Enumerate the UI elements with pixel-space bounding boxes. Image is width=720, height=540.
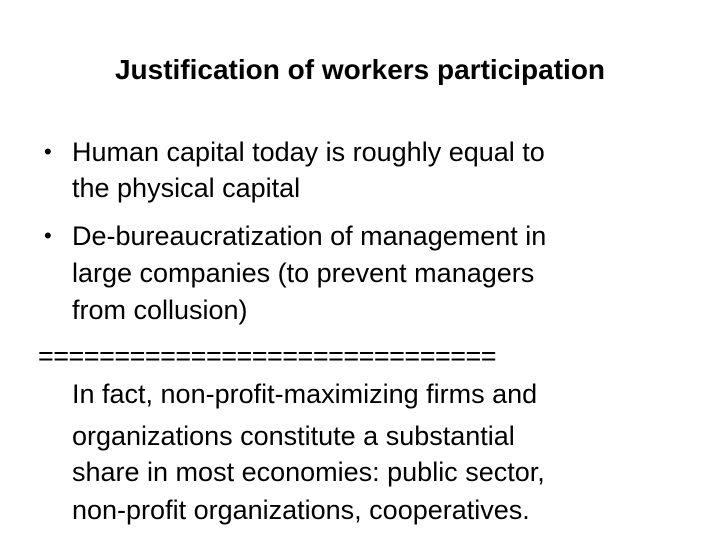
slide-title: Justification of workers participation [114, 54, 606, 85]
bullet-text-line: large companies (to prevent managers [72, 258, 535, 288]
paragraph-line: In fact, non-profit-maximizing firms and [72, 379, 538, 409]
bullet-marker: • [44, 139, 52, 164]
paragraph-line: organizations constitute a substantial [72, 421, 515, 451]
paragraph-line: non-profit organizations, cooperatives. [72, 495, 530, 525]
bullet-text-line: from collusion) [72, 295, 248, 325]
bullet-text-line: De-bureaucratization of management in [72, 221, 547, 251]
bullet-text-line: Human capital today is roughly equal to [72, 137, 545, 167]
separator-line: ============================== [38, 341, 497, 371]
bullet-text-line: the physical capital [72, 173, 301, 203]
paragraph-line: share in most economies: public sector, [72, 457, 545, 487]
bullet-marker: • [44, 223, 52, 248]
